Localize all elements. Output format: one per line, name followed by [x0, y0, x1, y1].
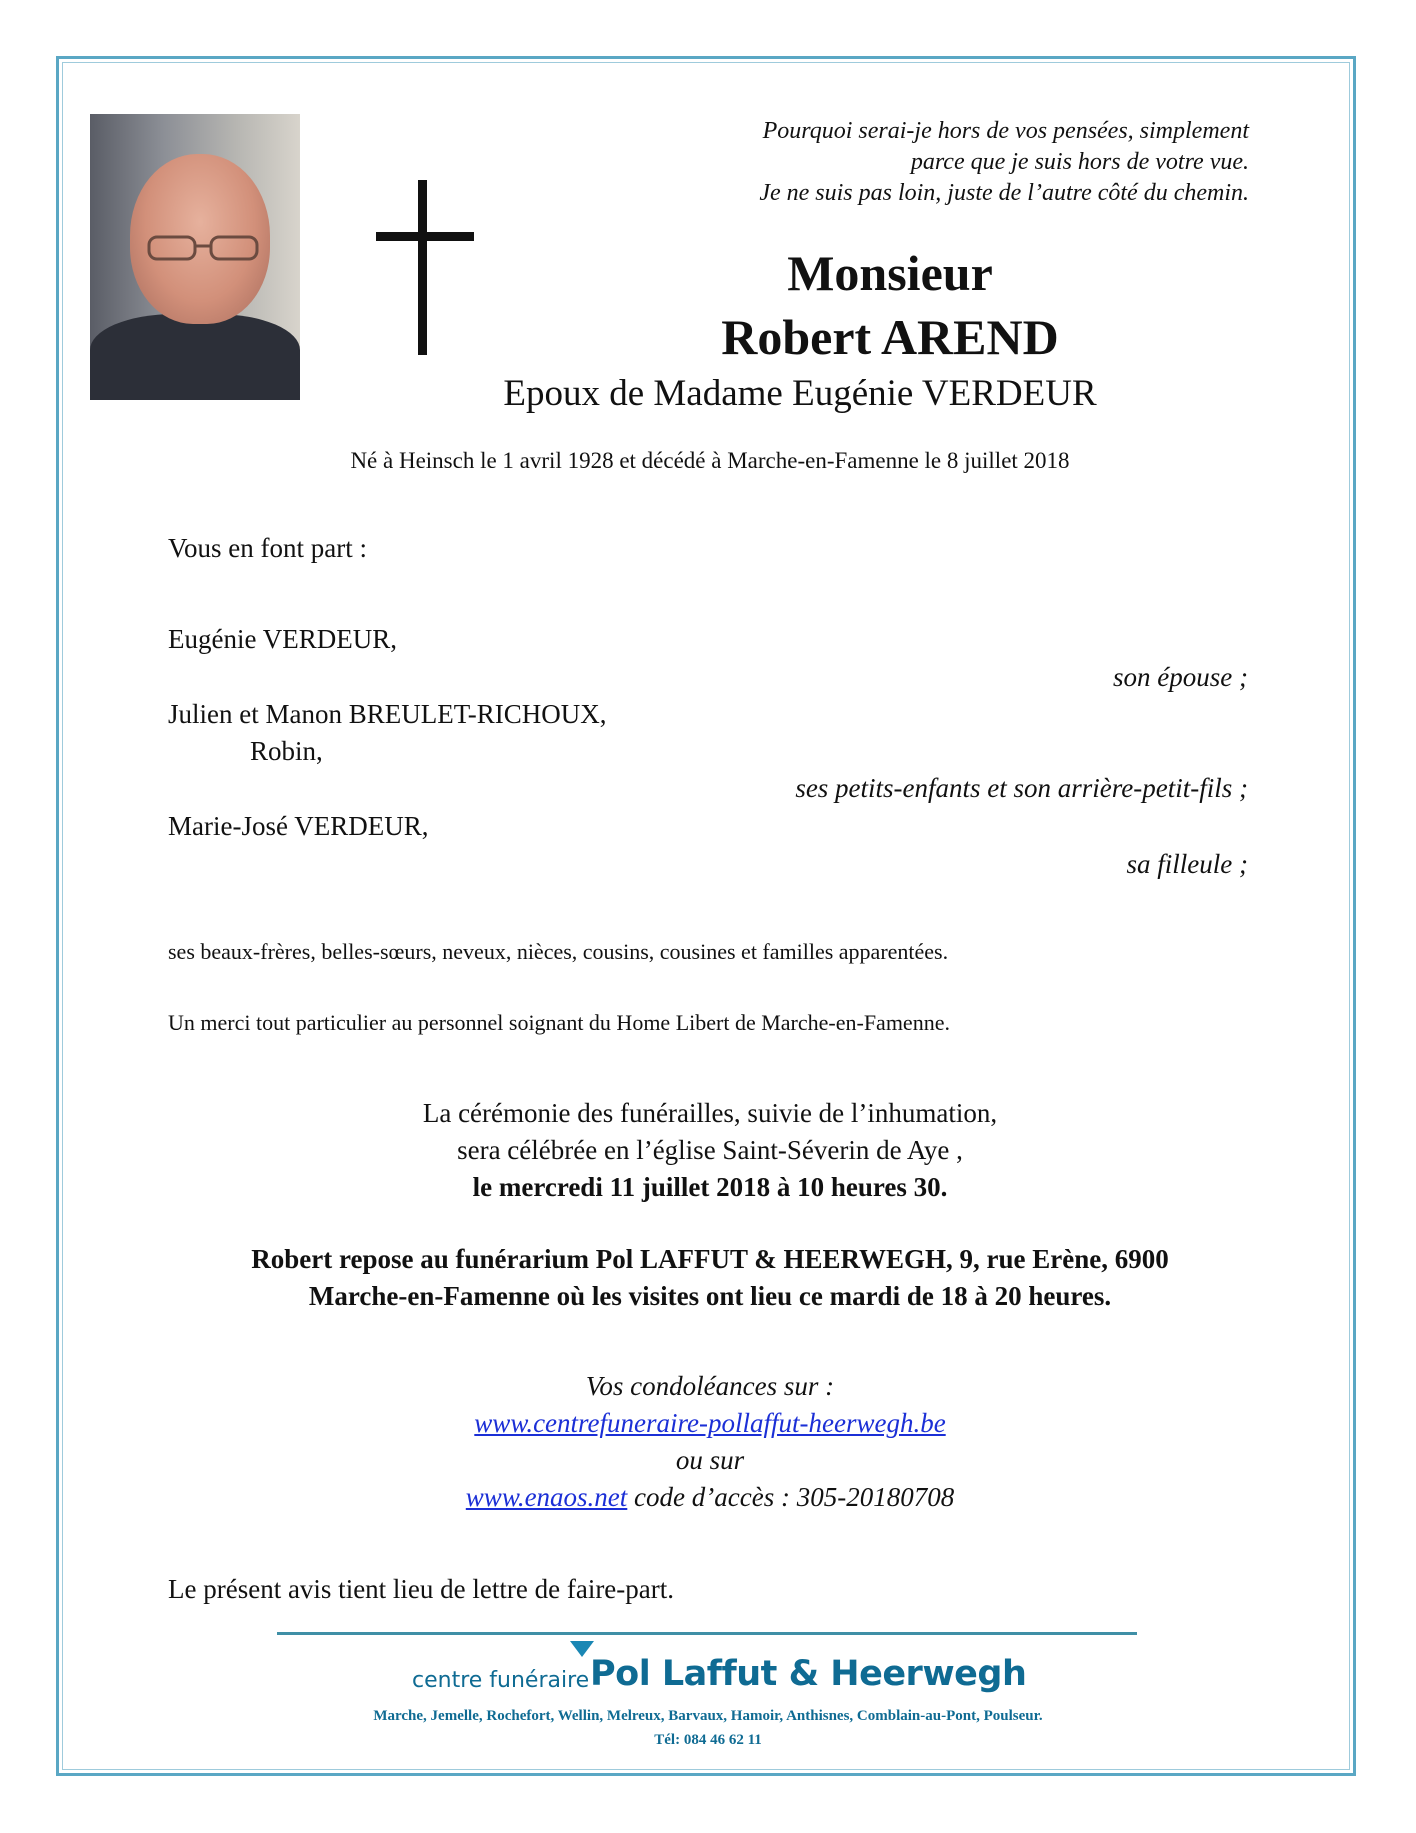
- quote-line: Pourquoi serai-je hors de vos pensées, simplement: [762, 118, 1249, 144]
- epitaph-quote: [629, 116, 1249, 209]
- enaos-link[interactable]: www.enaos.net: [465, 1482, 628, 1512]
- ceremony-line: sera célébrée en l’église Saint-Séverin de Aye ,: [457, 1135, 963, 1165]
- condolences-or: ou sur: [675, 1445, 745, 1475]
- civility-title: Monsieur: [787, 245, 993, 301]
- family-member: Eugénie VERDEUR,: [168, 624, 397, 654]
- quote-line: parce que je suis hors de votre vue.: [910, 149, 1249, 175]
- family-member: Robin,: [250, 736, 323, 766]
- ceremony-line: La cérémonie des funérailles, suivie de l’inhumation,: [422, 1098, 998, 1128]
- access-code: code d’accès : 305-20180708: [627, 1482, 955, 1512]
- footer-divider: [277, 1632, 1137, 1635]
- family-relation: ses petits-enfants et son arrière-petit-fils ;: [795, 773, 1248, 803]
- family-relation: sa filleule ;: [1126, 849, 1248, 879]
- visits-line: Marche-en-Famenne où les visites ont lieu ce mardi de 18 à 20 heures.: [308, 1281, 1112, 1311]
- ceremony-date: le mercredi 11 juillet 2018 à 10 heures 30.: [472, 1172, 948, 1202]
- branch-towns: Marche, Jemelle, Rochefort, Wellin, Melreux, Barvaux, Hamoir, Anthisnes, Comblain-au-Pont, Poulseur.: [373, 1708, 1043, 1724]
- brand-name: Pol Laffut & Heerwegh: [590, 1654, 1027, 1694]
- family-relation: son épouse ;: [1113, 662, 1248, 692]
- condolences-label: Vos condoléances sur :: [585, 1371, 835, 1401]
- notice-text: Le présent avis tient lieu de lettre de faire-part.: [168, 1574, 675, 1604]
- visits-line: Robert repose au funérarium Pol LAFFUT & HEERWEGH, 9, rue Erène, 6900: [251, 1244, 1169, 1274]
- brand-label: centre funéraire: [412, 1668, 590, 1693]
- condolences-link[interactable]: www.centrefuneraire-pollaffut-heerwegh.be: [474, 1408, 946, 1438]
- phone-number: Tél: 084 46 62 11: [654, 1732, 762, 1748]
- thanks-text: Un merci tout particulier au personnel soignant du Home Libert de Marche-en-Famenne.: [168, 1010, 950, 1035]
- glasses-icon: [145, 234, 265, 262]
- portrait-photo: [90, 114, 300, 400]
- cross-icon: [370, 180, 480, 355]
- family-member: Marie-José VERDEUR,: [168, 811, 429, 841]
- relatives-text: ses beaux-frères, belles-sœurs, neveux, nièces, cousins, cousines et familles apparentées.: [168, 939, 949, 964]
- quote-line: Je ne suis pas loin, juste de l’autre côté du chemin.: [759, 180, 1249, 206]
- deceased-name: Robert AREND: [721, 309, 1059, 365]
- spouse-line: Epoux de Madame Eugénie VERDEUR: [503, 373, 1097, 414]
- intro-text: Vous en font part :: [168, 533, 367, 563]
- birth-death-line: Né à Heinsch le 1 avril 1928 et décédé à Marche-en-Famenne le 8 juillet 2018: [350, 448, 1070, 473]
- family-member: Julien et Manon BREULET-RICHOUX,: [168, 699, 607, 729]
